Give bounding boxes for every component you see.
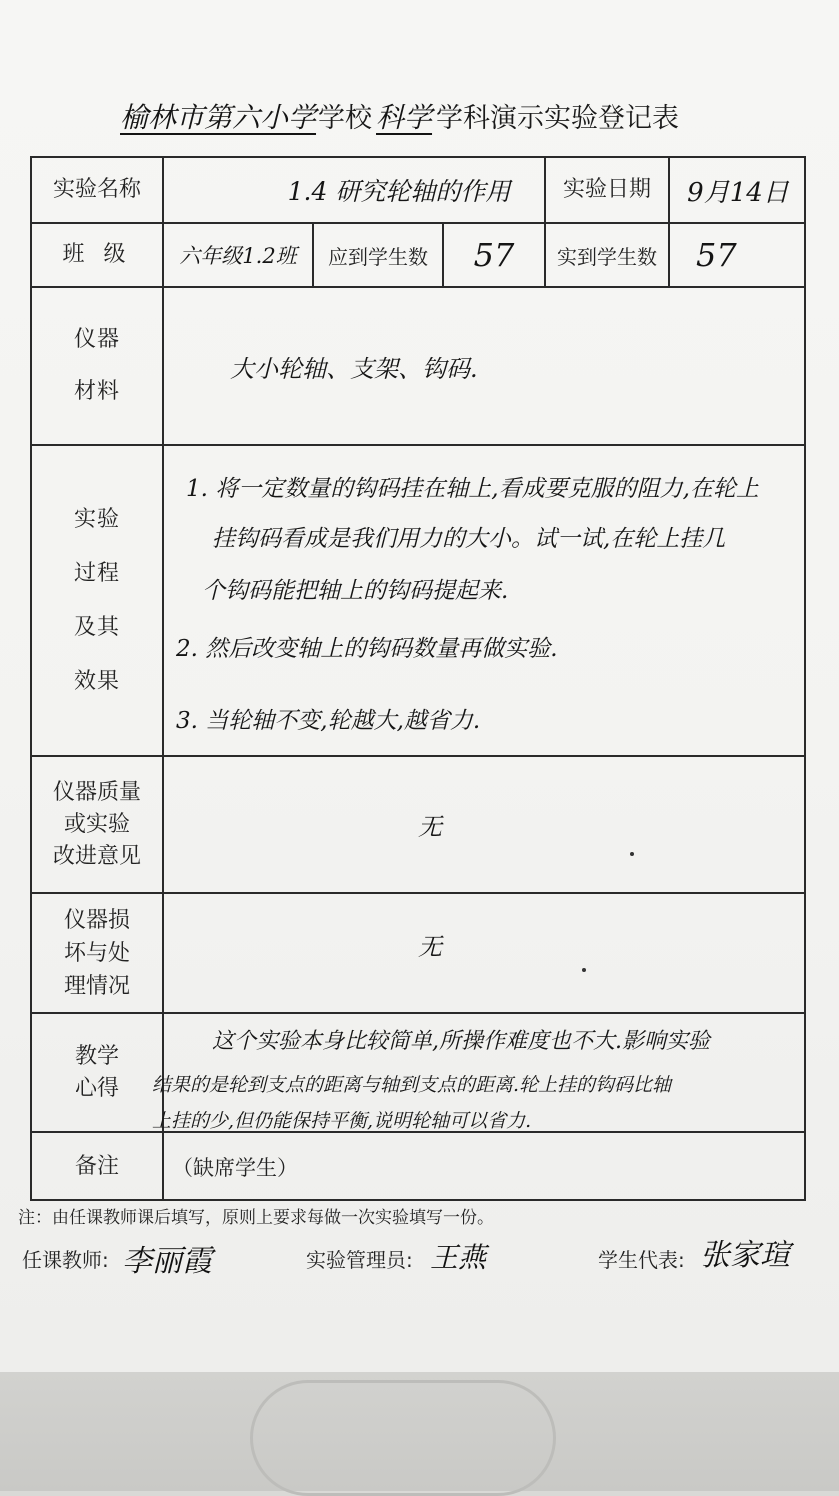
value-class — [164, 224, 312, 286]
value-experiment-date — [670, 158, 806, 222]
process-line: 1. 将一定数量的钩码挂在轴上,看成要克服的阻力,在轮上 — [186, 476, 759, 502]
teaching-line: 结果的是轮到支点的距离与轴到支点的距离.轮上挂的钩码比轴 — [152, 1074, 672, 1096]
label-text: 心得 — [74, 1075, 119, 1101]
process-line: 2. 然后改变轴上的钩码数量再做实验. — [176, 636, 558, 662]
remarks-text: （缺席学生） — [172, 1156, 298, 1180]
table-surface — [0, 1372, 839, 1491]
student-label: 学生代表: — [598, 1248, 685, 1272]
label-experiment-name — [32, 158, 162, 222]
footer-note: 注：由任课教师课后填写，原则上要求每做一次实验填写一份。 — [18, 1208, 494, 1228]
label-teaching — [32, 1014, 162, 1131]
process-line: 挂钩码看成是我们用力的大小。试一试,在轮上挂几 — [212, 526, 726, 552]
label-text: 实验日期 — [562, 177, 651, 203]
embossed-logo — [250, 1380, 556, 1496]
handwritten-value: 1.4 研究轮轴的作用 — [287, 177, 511, 206]
teaching-line: 这个实验本身比较简单,所操作难度也不大.影响实验 — [212, 1029, 710, 1054]
label-text: 及其 — [73, 614, 120, 640]
handwritten-value: 无 — [418, 932, 442, 961]
ink-dot — [630, 852, 634, 856]
label-quality — [32, 757, 162, 892]
label-text: 备注 — [74, 1154, 119, 1180]
value-equipment — [164, 288, 806, 444]
title-school-suffix: 学校 — [318, 103, 373, 134]
label-text: 仪器 — [73, 327, 120, 352]
label-text: 材料 — [73, 379, 120, 404]
process-line: 个钩码能把轴上的钩码提起来. — [202, 578, 509, 604]
label-text: 过程 — [73, 560, 120, 586]
value-actual-students — [670, 224, 806, 286]
label-text: 实验名称 — [52, 177, 141, 203]
title-suffix: 学科演示实验登记表 — [436, 103, 680, 134]
label-text: 或实验 — [63, 811, 130, 837]
process-line: 3. 当轮轴不变,轮越大,越省力. — [176, 708, 481, 734]
label-damage — [32, 894, 162, 1012]
value-quality — [164, 757, 806, 892]
handwritten-value: 六年级1.2班 — [179, 244, 297, 268]
teacher-label: 任课教师: — [22, 1248, 109, 1272]
handwritten-value: 无 — [418, 813, 442, 841]
title-subject-handwritten: 科学 — [376, 101, 433, 134]
value-remarks — [164, 1133, 806, 1201]
value-expected-students — [444, 224, 544, 286]
label-text: 坏与处 — [63, 940, 130, 966]
label-text: 效果 — [73, 668, 120, 694]
label-text: 应到学生数 — [328, 244, 428, 269]
label-text: 班 级 — [62, 242, 132, 268]
handwritten-value: 9月14日 — [687, 177, 789, 208]
label-text: 仪器质量 — [52, 779, 141, 805]
label-experiment-date — [546, 158, 668, 222]
title-school-handwritten: 榆林市第六小学 — [120, 101, 317, 134]
handwritten-value: 57 — [473, 236, 515, 274]
page-title — [120, 96, 720, 146]
value-experiment-name — [164, 158, 544, 222]
label-process — [32, 446, 162, 755]
student-signature: 张家瑄 — [700, 1238, 790, 1273]
admin-signature: 王燕 — [430, 1241, 487, 1274]
label-text: 实到学生数 — [557, 244, 657, 269]
ink-dot — [582, 968, 586, 972]
handwritten-value: 大小轮轴、支架、钩码. — [230, 354, 478, 383]
label-actual-students — [546, 224, 668, 286]
label-text: 理情况 — [63, 973, 130, 999]
label-text: 仪器损 — [63, 907, 130, 933]
registration-form-table — [30, 156, 806, 1201]
label-text: 教学 — [74, 1043, 119, 1069]
value-damage — [164, 894, 806, 1012]
label-expected-students — [314, 224, 442, 286]
label-text: 改进意见 — [52, 843, 141, 869]
admin-label: 实验管理员: — [306, 1248, 413, 1272]
label-text: 实验 — [73, 506, 120, 532]
label-class — [32, 224, 162, 286]
teacher-signature: 李丽霞 — [122, 1244, 212, 1279]
teaching-line: 上挂的少,但仍能保持平衡,说明轮轴可以省力. — [152, 1110, 532, 1132]
label-equipment — [32, 288, 162, 444]
handwritten-value: 57 — [696, 236, 737, 274]
label-remarks — [32, 1133, 162, 1201]
